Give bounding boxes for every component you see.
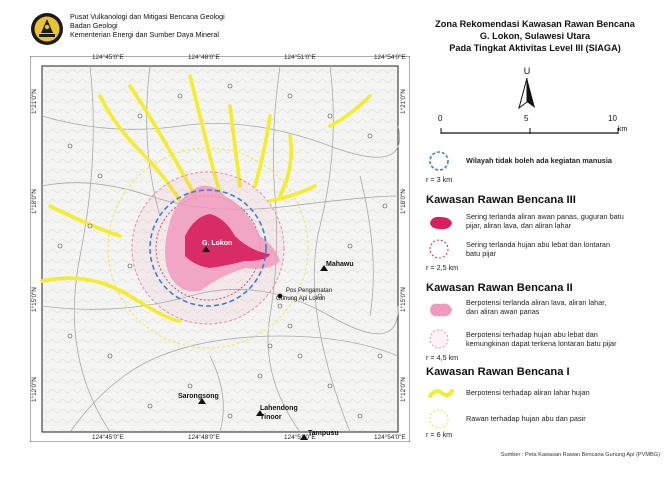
label-sarongsong: Sarongsong (178, 393, 219, 400)
label-mahawu: Mahawu (326, 261, 354, 268)
left-tick-1: 1°21'0"N (31, 89, 38, 114)
krb1-heading: Kawasan Rawan Bencana I (426, 366, 570, 378)
map-canvas (30, 56, 410, 442)
legend-krb3 (424, 212, 660, 272)
right-tick-1: 1°21'0"N (400, 89, 407, 114)
scale-unit: km (618, 126, 628, 133)
legend-krb2 (424, 298, 660, 362)
bottom-tick-2: 124°48'0"E (188, 434, 220, 441)
label-pos-gunung-api: Gunung Api Lokon (276, 296, 326, 302)
krb3-ash-symbol-icon (428, 238, 450, 260)
title-line-2: G. Lokon, Sulawesi Utara (479, 31, 591, 41)
right-tick-3: 1°15'0"N (400, 287, 407, 312)
right-tick-4: 1°12'0"N (400, 377, 407, 402)
legend-krb1 (424, 384, 660, 444)
krb2-item2 (466, 330, 617, 349)
source-note: Sumber : Peta Kawasan Rawan Bencana Gunung Api (PVMBG) (500, 452, 660, 458)
scale-line (440, 126, 626, 134)
left-tick-3: 1°15'0"N (31, 287, 38, 312)
top-tick-4: 124°54'0"E (374, 54, 406, 61)
org-line-3: Kementerian Energi dan Sumber Daya Mineral (70, 30, 220, 40)
north-arrow-icon (517, 78, 537, 110)
title-line-1: Zona Rekomendasi Kawasan Rawan Bencana (435, 19, 635, 29)
krb1-item1: Berpotensi terhadap aliran lahar hujan (466, 388, 590, 397)
krb2-flow-symbol-icon (428, 300, 454, 320)
scale-bar (434, 114, 634, 144)
scale-tick-0: 0 (438, 114, 443, 123)
hazard-map (30, 56, 410, 442)
top-tick-2: 124°48'0"E (188, 54, 220, 61)
bottom-tick-1: 124°45'0"E (92, 434, 124, 441)
bottom-tick-4: 124°54'0"E (374, 434, 406, 441)
north-label: U (523, 66, 531, 76)
krb3-item1 (466, 212, 624, 231)
org-line-2: Badan Geologi (70, 21, 118, 31)
organization-name (70, 12, 225, 40)
krb2-item1-line1: Berpotensi terlanda aliran lava, aliran lahar, (466, 298, 607, 307)
krb3-heading: Kawasan Rawan Bencana III (426, 194, 576, 206)
krb1-ash-symbol-icon (428, 408, 450, 430)
scale-tick-10: 10 (608, 114, 617, 123)
right-tick-2: 1°18'0"N (400, 189, 407, 214)
krb2-item2-line1: Berpotensi terhadap hujan abu lebat dan (466, 330, 598, 339)
left-tick-4: 1°12'0"N (31, 377, 38, 402)
krb2-heading: Kawasan Rawan Bencana II (426, 282, 573, 294)
esdm-logo-icon (30, 12, 64, 46)
north-arrow (512, 66, 542, 112)
krb1-radius: r = 6 km (426, 430, 453, 439)
label-tampusu: Tampusu (308, 430, 339, 437)
krb2-item1-line2: dan aliran awan panas (466, 307, 540, 317)
krb2-radius: r = 4,5 km (426, 353, 459, 362)
krb3-item2 (466, 240, 610, 259)
bottom-tick-3: 124°51'0"E (284, 434, 316, 441)
krb3-item2-line2: batu pijar (466, 249, 497, 259)
label-pos-pengamatan: Pos Pengamatan (286, 288, 333, 294)
top-tick-1: 124°45'0"E (92, 54, 124, 61)
org-line-1: Pusat Vulkanologi dan Mitigasi Bencana Geologi (70, 12, 225, 21)
title-line-3: Pada Tingkat Aktivitas Level III (SIAGA) (449, 43, 621, 53)
krb3-item2-line1: Sering terlanda hujan abu lebat dan lontaran (466, 240, 611, 249)
no-activity-radius: r = 3 km (426, 175, 453, 184)
krb2-item1 (466, 298, 606, 317)
krb3-item1-line1: Sering terlanda aliran awan panas, guguran batu (466, 212, 624, 221)
legend-no-activity (424, 150, 660, 184)
label-lahendong: Lahendong (260, 405, 298, 412)
scale-tick-5: 5 (524, 114, 529, 123)
label-g-lokon: G. Lokon (202, 240, 233, 247)
no-activity-symbol-icon (428, 150, 450, 172)
krb2-ash-symbol-icon (428, 328, 450, 350)
krb2-item2-line2: kemungkinan dapat terkena lontaran batu pijar (466, 339, 617, 349)
label-tinoor: Tinoor (260, 414, 282, 421)
header (30, 10, 360, 50)
krb3-item1-line2: pijar, aliran lava, dan aliran lahar (466, 221, 572, 231)
no-activity-text: Wilayah tidak boleh ada kegiatan manusia (466, 156, 612, 165)
krb1-item2: Rawan terhadap hujan abu dan pasir (466, 414, 586, 423)
krb3-radius: r = 2,5 km (426, 263, 459, 272)
left-tick-2: 1°18'0"N (31, 189, 38, 214)
krb1-lahar-symbol-icon (428, 386, 454, 402)
top-tick-3: 124°51'0"E (284, 54, 316, 61)
krb3-flow-symbol-icon (428, 214, 454, 232)
map-title (410, 18, 660, 54)
